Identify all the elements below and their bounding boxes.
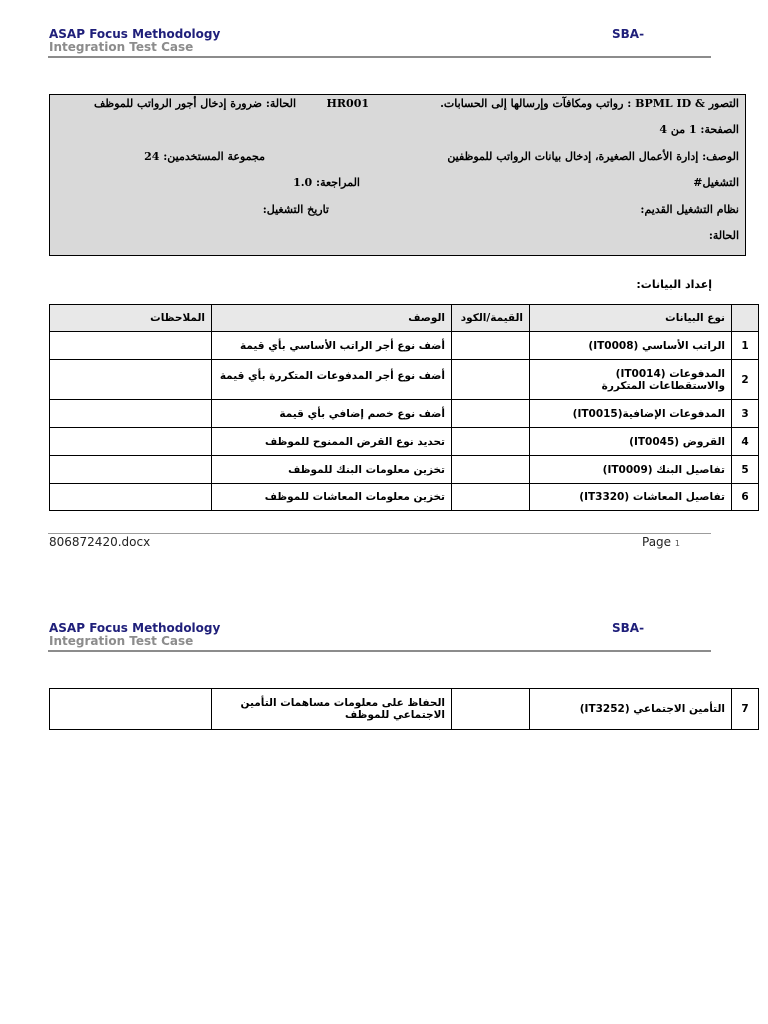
scenario-label: التصور & BPML ID : رواتب ومكافآت وإرسالها إلى الحسابات.	[440, 97, 739, 110]
header-notes: الملاحظات	[50, 305, 212, 332]
header-subtitle: Integration Test Case	[49, 40, 194, 54]
header-title: ASAP Focus Methodology	[49, 27, 221, 41]
row-data-type: تفاصيل المعاشات (IT3320)	[530, 484, 732, 511]
header-company: SBA-	[612, 27, 645, 41]
row-number: 7	[732, 689, 759, 730]
row-value	[452, 428, 530, 456]
page-label: الصفحة: 1 من 4	[659, 123, 739, 136]
row-description: أضف نوع أجر المدفوعات المتكررة بأي قيمة	[212, 360, 452, 400]
state-label: الحالة:	[708, 229, 739, 242]
row-number: 3	[732, 400, 759, 428]
header-value-code: القيمة/الكود	[452, 305, 530, 332]
row-number: 4	[732, 428, 759, 456]
row-notes	[50, 400, 212, 428]
data-setup-table-continued	[49, 688, 759, 730]
row-notes	[50, 332, 212, 360]
row-value	[452, 400, 530, 428]
header-data-type: نوع البيانات	[530, 305, 732, 332]
test-case-info-box	[49, 94, 746, 256]
footer-filename: 806872420.docx	[49, 535, 151, 549]
table-row	[50, 360, 759, 400]
table-row	[50, 332, 759, 360]
row-notes	[50, 456, 212, 484]
footer-rule	[48, 533, 711, 534]
row-description: الحفاظ على معلومات مساهمات التأمين الاجتماعي للموظف	[212, 689, 452, 730]
footer-page-label: Page	[642, 535, 672, 549]
run-label: التشغيل#	[693, 176, 739, 189]
header-description: الوصف	[212, 305, 452, 332]
row-value	[452, 456, 530, 484]
row-notes	[50, 428, 212, 456]
row-number: 5	[732, 456, 759, 484]
row-description: أضف نوع أجر الراتب الأساسي بأي قيمة	[212, 332, 452, 360]
row-description: تحديد نوع القرض الممنوح للموظف	[212, 428, 452, 456]
footer-page-number: 1	[674, 539, 680, 548]
row-number: 1	[732, 332, 759, 360]
row-value	[452, 360, 530, 400]
header-subtitle-page2: Integration Test Case	[49, 634, 194, 648]
row-data-type: التأمين الاجتماعي (IT3252)	[530, 689, 732, 730]
row-description: أضف نوع خصم إضافي بأي قيمة	[212, 400, 452, 428]
row-value	[452, 689, 530, 730]
row-number: 6	[732, 484, 759, 511]
row-value	[452, 484, 530, 511]
row-notes	[50, 360, 212, 400]
table-row	[50, 428, 759, 456]
header-number	[732, 305, 759, 332]
revision-label: المراجعة: 1.0	[293, 176, 360, 189]
row-notes	[50, 689, 212, 730]
row-description: تخزين معلومات البنك للموظف	[212, 456, 452, 484]
table-row	[50, 484, 759, 511]
description-label: الوصف: إدارة الأعمال الصغيرة، إدخال بيانات الرواتب للموظفين	[447, 150, 739, 163]
scenario-code: HR001	[326, 97, 369, 110]
row-description: تخزين معلومات المعاشات للموظف	[212, 484, 452, 511]
row-data-type: المدفوعات (IT0014) والاستقطاعات المتكررة	[530, 360, 732, 400]
legacy-system-label: نظام التشغيل القديم:	[640, 203, 739, 216]
table-row	[50, 456, 759, 484]
row-data-type: المدفوعات الإضافية(IT0015)	[530, 400, 732, 428]
data-setup-table	[49, 304, 759, 511]
row-number: 2	[732, 360, 759, 400]
table-header-row	[50, 305, 759, 332]
user-group-label: مجموعة المستخدمين: 24	[144, 150, 265, 163]
status-label: الحالة: ضرورة إدخال أجور الرواتب للموظف	[94, 97, 296, 110]
table-row	[50, 689, 759, 730]
row-notes	[50, 484, 212, 511]
header-rule	[48, 56, 711, 58]
table-row	[50, 400, 759, 428]
header-title-page2: ASAP Focus Methodology	[49, 621, 221, 635]
run-date-label: تاريخ التشغيل:	[262, 203, 329, 216]
header-company-page2: SBA-	[612, 621, 645, 635]
row-value	[452, 332, 530, 360]
footer-page	[642, 535, 680, 549]
row-data-type: تفاصيل البنك (IT0009)	[530, 456, 732, 484]
header-rule-page2	[48, 650, 711, 652]
section-title: إعداد البيانات:	[636, 278, 712, 291]
row-data-type: القروض (IT0045)	[530, 428, 732, 456]
row-data-type: الراتب الأساسي (IT0008)	[530, 332, 732, 360]
